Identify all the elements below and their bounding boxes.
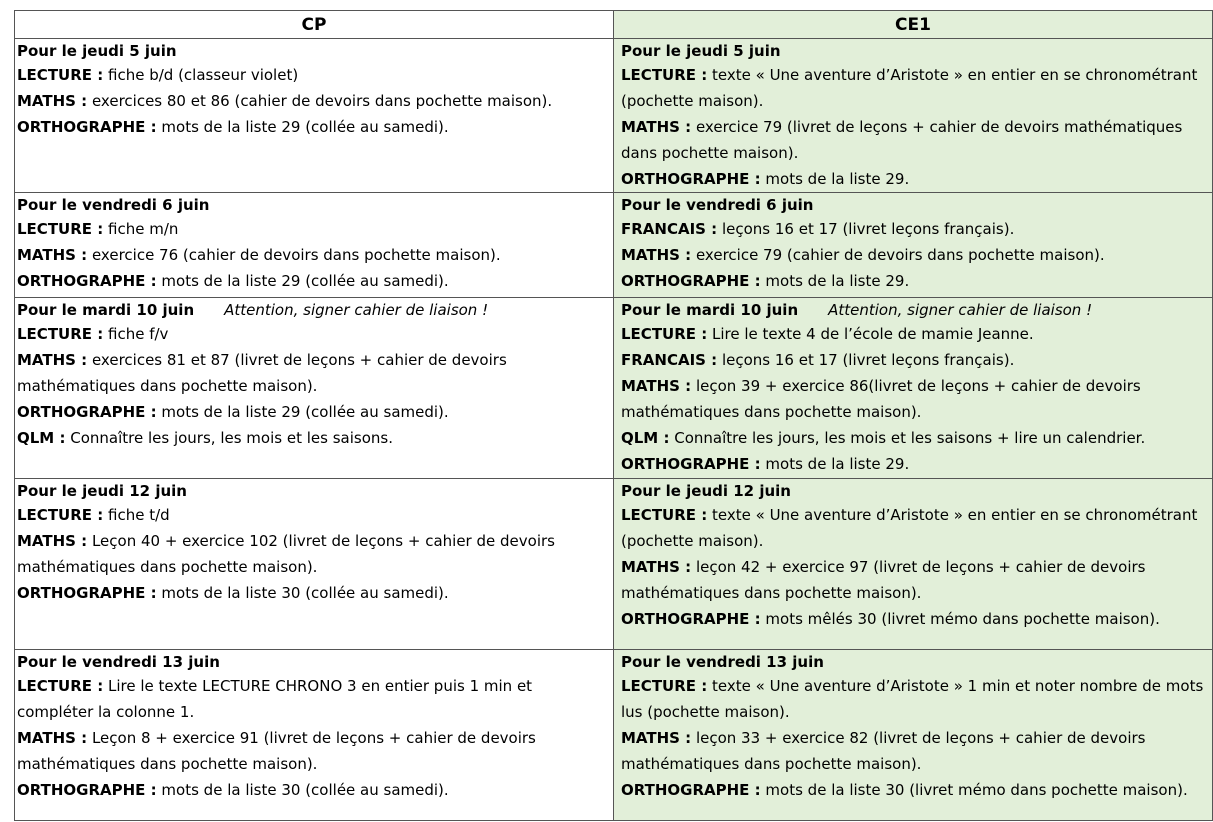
homework-text: mots de la liste 30 (collée au samedi).	[156, 584, 449, 602]
homework-text: leçons 16 et 17 (livret leçons français).	[717, 220, 1015, 238]
subject-label: LECTURE :	[621, 66, 708, 84]
homework-text: Lire le texte LECTURE CHRONO 3 en entier puis 1 min et compléter la colonne 1.	[17, 677, 533, 721]
homework-item	[17, 242, 611, 268]
cell-content	[614, 298, 1212, 477]
subject-label: ORTHOGRAPHE :	[17, 584, 157, 602]
subject-label: QLM :	[621, 429, 670, 447]
homework-text: exercices 81 et 87 (livret de leçons + cahier de devoirs mathématiques dans pochette maison).	[17, 351, 507, 395]
homework-text: exercice 76 (cahier de devoirs dans pochette maison).	[87, 246, 501, 264]
homework-item	[621, 606, 1210, 632]
homework-item	[17, 580, 611, 606]
subject-label: ORTHOGRAPHE :	[621, 170, 761, 188]
subject-label: LECTURE :	[621, 677, 708, 695]
cell-ce1	[614, 39, 1213, 193]
cell-cp	[15, 193, 614, 298]
due-date-text: Pour le jeudi 5 juin	[621, 42, 781, 60]
homework-text: mots de la liste 30 (collée au samedi).	[156, 781, 449, 799]
subject-label: ORTHOGRAPHE :	[621, 610, 761, 628]
homework-item	[17, 62, 611, 88]
subject-label: ORTHOGRAPHE :	[621, 455, 761, 473]
homework-item	[621, 777, 1210, 803]
subject-label: LECTURE :	[17, 220, 104, 238]
subject-label: MATHS :	[17, 246, 88, 264]
cell-content	[614, 650, 1212, 803]
cell-ce1	[614, 193, 1213, 298]
subject-label: MATHS :	[621, 729, 692, 747]
subject-label: MATHS :	[17, 92, 88, 110]
subject-label: LECTURE :	[17, 506, 104, 524]
homework-item	[621, 242, 1210, 268]
homework-item	[17, 347, 611, 399]
cell-cp	[15, 39, 614, 193]
homework-item	[17, 502, 611, 528]
due-date	[17, 480, 611, 502]
subject-label: MATHS :	[621, 118, 692, 136]
due-date	[621, 299, 1210, 321]
homework-item	[621, 373, 1210, 425]
homework-text: fiche f/v	[103, 325, 169, 343]
cell-cp	[15, 298, 614, 479]
homework-text: texte « Une aventure d’Aristote » 1 min et noter nombre de mots lus (pochette maison).	[621, 677, 1204, 721]
homework-item	[17, 399, 611, 425]
due-date	[17, 40, 611, 62]
homework-text: Connaître les jours, les mois et les saisons + lire un calendrier.	[669, 429, 1146, 447]
subject-label: ORTHOGRAPHE :	[621, 272, 761, 290]
homework-text: mots de la liste 29.	[760, 170, 910, 188]
subject-label: MATHS :	[621, 558, 692, 576]
subject-label: MATHS :	[17, 351, 88, 369]
due-date-text: Pour le mardi 10 juin	[17, 301, 195, 319]
due-date-text: Pour le jeudi 12 juin	[17, 482, 187, 500]
table-row	[15, 298, 1213, 479]
cell-content	[15, 479, 613, 606]
homework-item	[17, 777, 611, 803]
homework-item	[17, 673, 611, 725]
due-date	[17, 299, 611, 321]
due-date-text: Pour le jeudi 5 juin	[17, 42, 177, 60]
due-date	[621, 480, 1210, 502]
homework-text: mots de la liste 29 (collée au samedi).	[156, 403, 449, 421]
due-date	[621, 651, 1210, 673]
subject-label: LECTURE :	[621, 325, 708, 343]
header-row	[15, 11, 1213, 39]
homework-text: Connaître les jours, les mois et les saisons.	[65, 429, 393, 447]
cell-content	[614, 193, 1212, 294]
homework-text: exercice 79 (livret de leçons + cahier de devoirs mathématiques dans pochette maison).	[621, 118, 1183, 162]
table-row	[15, 650, 1213, 821]
due-date-text: Pour le vendredi 6 juin	[621, 196, 814, 214]
homework-item	[621, 673, 1210, 725]
homework-table	[14, 10, 1213, 821]
subject-label: MATHS :	[621, 377, 692, 395]
due-date	[17, 651, 611, 673]
homework-text: leçons 16 et 17 (livret leçons français).	[717, 351, 1015, 369]
due-date	[17, 194, 611, 216]
subject-label: MATHS :	[17, 532, 88, 550]
subject-label: ORTHOGRAPHE :	[17, 403, 157, 421]
cell-ce1	[614, 479, 1213, 650]
subject-label: FRANCAIS :	[621, 220, 718, 238]
cell-content	[15, 193, 613, 294]
homework-text: Leçon 40 + exercice 102 (livret de leçons + cahier de devoirs mathématiques dans pochette maison).	[17, 532, 555, 576]
homework-text: leçon 39 + exercice 86(livret de leçons + cahier de devoirs mathématiques dans pochette maison).	[621, 377, 1141, 421]
homework-text: mots de la liste 30 (livret mémo dans pochette maison).	[760, 781, 1188, 799]
subject-label: QLM :	[17, 429, 66, 447]
homework-text: exercice 79 (cahier de devoirs dans pochette maison).	[691, 246, 1105, 264]
subject-label: LECTURE :	[17, 677, 104, 695]
homework-text: mots de la liste 29 (collée au samedi).	[156, 272, 449, 290]
reminder-note: Attention, signer cahier de liaison !	[224, 301, 489, 319]
cell-content	[15, 39, 613, 140]
table-row	[15, 193, 1213, 298]
homework-item	[17, 528, 611, 580]
homework-item	[621, 166, 1210, 192]
subject-label: LECTURE :	[621, 506, 708, 524]
homework-item	[621, 216, 1210, 242]
subject-label: MATHS :	[17, 729, 88, 747]
header-ce1: CE1	[614, 11, 1213, 39]
due-date	[621, 40, 1210, 62]
homework-item	[17, 425, 611, 451]
table-row	[15, 39, 1213, 193]
cell-content	[15, 298, 613, 451]
homework-text: mots mêlés 30 (livret mémo dans pochette maison).	[760, 610, 1160, 628]
homework-item	[17, 114, 611, 140]
homework-item	[17, 88, 611, 114]
due-date-text: Pour le vendredi 6 juin	[17, 196, 210, 214]
homework-text: texte « Une aventure d’Aristote » en entier en se chronométrant (pochette maison).	[621, 66, 1198, 110]
homework-item	[621, 62, 1210, 114]
header-cp: CP	[15, 11, 614, 39]
homework-item	[17, 268, 611, 294]
subject-label: LECTURE :	[17, 66, 104, 84]
homework-item	[621, 725, 1210, 777]
homework-text: mots de la liste 29 (collée au samedi).	[156, 118, 449, 136]
due-date-text: Pour le vendredi 13 juin	[621, 653, 824, 671]
homework-item	[621, 347, 1210, 373]
homework-item	[621, 114, 1210, 166]
cell-ce1	[614, 298, 1213, 479]
subject-label: LECTURE :	[17, 325, 104, 343]
cell-ce1	[614, 650, 1213, 821]
subject-label: MATHS :	[621, 246, 692, 264]
homework-text: Lire le texte 4 de l’école de mamie Jeanne.	[707, 325, 1034, 343]
homework-item	[621, 321, 1210, 347]
homework-item	[621, 425, 1210, 451]
subject-label: FRANCAIS :	[621, 351, 718, 369]
homework-item	[621, 451, 1210, 477]
homework-text: mots de la liste 29.	[760, 272, 910, 290]
cell-content	[614, 39, 1212, 192]
cell-content	[614, 479, 1212, 632]
cell-cp	[15, 650, 614, 821]
cell-content	[15, 650, 613, 803]
homework-item	[621, 554, 1210, 606]
homework-rows	[15, 39, 1213, 821]
homework-item	[621, 502, 1210, 554]
due-date-text: Pour le jeudi 12 juin	[621, 482, 791, 500]
homework-text: Leçon 8 + exercice 91 (livret de leçons + cahier de devoirs mathématiques dans pochette maison).	[17, 729, 536, 773]
homework-text: fiche t/d	[103, 506, 170, 524]
homework-text: fiche m/n	[103, 220, 179, 238]
homework-item	[621, 268, 1210, 294]
homework-text: leçon 33 + exercice 82 (livret de leçons + cahier de devoirs mathématiques dans pochette maison).	[621, 729, 1146, 773]
subject-label: ORTHOGRAPHE :	[17, 781, 157, 799]
homework-text: exercices 80 et 86 (cahier de devoirs dans pochette maison).	[87, 92, 553, 110]
due-date-text: Pour le vendredi 13 juin	[17, 653, 220, 671]
homework-text: texte « Une aventure d’Aristote » en entier en se chronométrant (pochette maison).	[621, 506, 1198, 550]
due-date-text: Pour le mardi 10 juin	[621, 301, 799, 319]
homework-text: leçon 42 + exercice 97 (livret de leçons + cahier de devoirs mathématiques dans pochette maison).	[621, 558, 1146, 602]
reminder-note: Attention, signer cahier de liaison !	[828, 301, 1093, 319]
homework-text: fiche b/d (classeur violet)	[103, 66, 299, 84]
due-date	[621, 194, 1210, 216]
subject-label: ORTHOGRAPHE :	[17, 272, 157, 290]
subject-label: ORTHOGRAPHE :	[17, 118, 157, 136]
table-row	[15, 479, 1213, 650]
homework-text: mots de la liste 29.	[760, 455, 910, 473]
homework-item	[17, 216, 611, 242]
homework-item	[17, 725, 611, 777]
homework-item	[17, 321, 611, 347]
cell-cp	[15, 479, 614, 650]
subject-label: ORTHOGRAPHE :	[621, 781, 761, 799]
